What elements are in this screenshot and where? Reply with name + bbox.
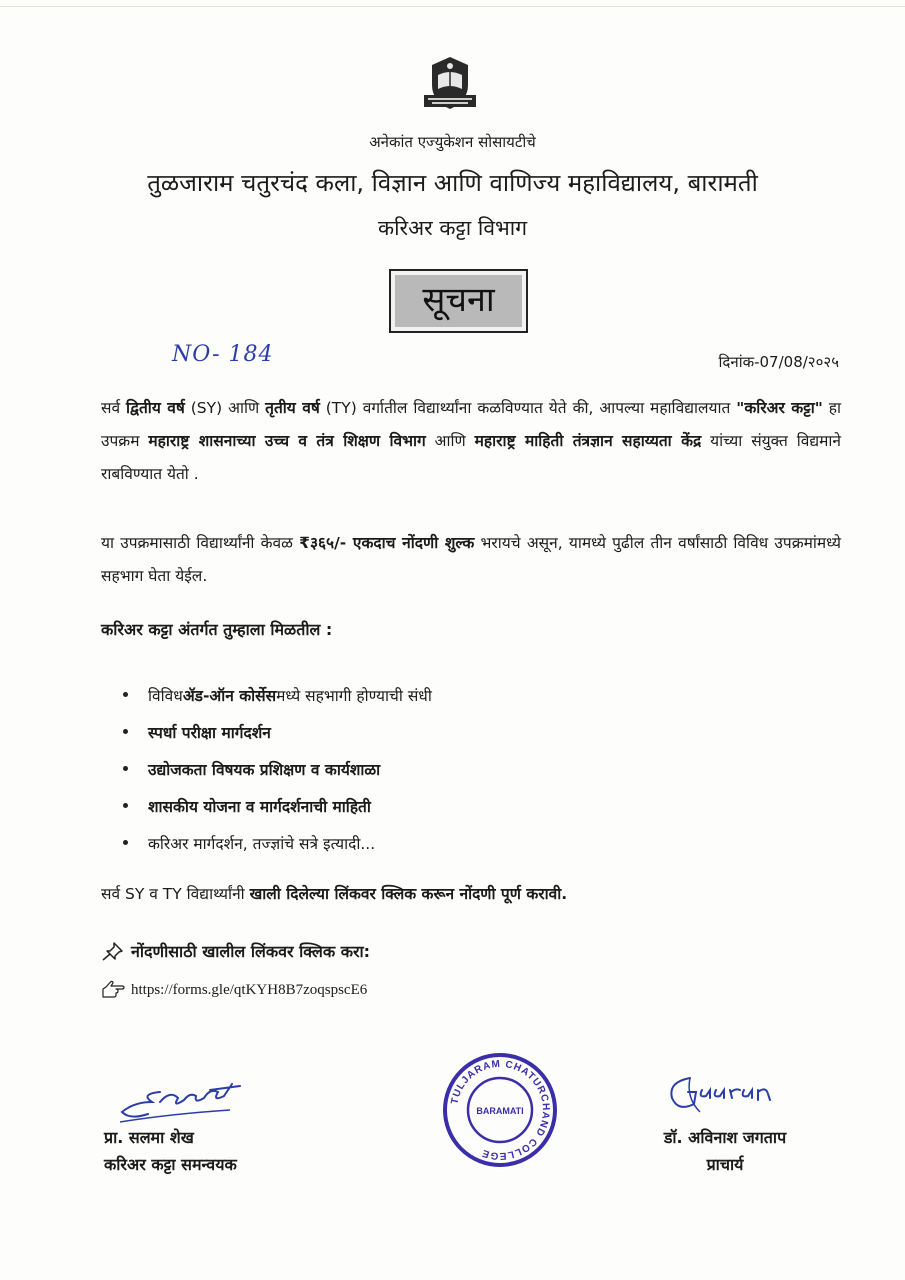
- text-span: हा उपक्रम: [101, 399, 841, 450]
- bold-span: शासकीय योजना व मार्गदर्शनाची माहिती: [148, 797, 371, 816]
- bold-span: महाराष्ट्र शासनाच्या उच्च व तंत्र शिक्षण विभाग: [148, 432, 426, 450]
- bullet-icon: [123, 729, 128, 734]
- registration-label: [101, 940, 370, 962]
- bullet-icon: [123, 766, 128, 771]
- coordinator-title: करिअर कट्टा समन्वयक: [104, 1155, 237, 1174]
- paragraph-fee: [101, 527, 841, 593]
- text-span: मध्ये सहभागी होण्याची संधी: [276, 686, 432, 705]
- list-item: [123, 713, 432, 750]
- text-span: भरायचे असून, यामध्ये पुढील तीन वर्षांसाठी विविध उपक्रमांमध्ये सहभाग घेता येईल.: [101, 534, 841, 585]
- list-item: [123, 787, 432, 824]
- bold-span: तृतीय वर्ष: [265, 399, 320, 417]
- coordinator-signature: [100, 1062, 300, 1132]
- stamp-ring-text: TULJARAM CHATURCHAND COLLEGE: [449, 1058, 552, 1162]
- paragraph-intro: [101, 392, 841, 491]
- department-name: करिअर कट्टा विभाग: [377, 216, 528, 240]
- paragraph-instruction: [101, 878, 841, 911]
- notice-date: दिनांक-07/08/२०२५: [718, 353, 839, 371]
- benefits-heading: करिअर कट्टा अंतर्गत तुम्हाला मिळतील :: [101, 620, 333, 639]
- college-stamp-icon: [440, 1050, 560, 1170]
- society-name: अनेकांत एज्युकेशन सोसायटीचे: [369, 133, 536, 151]
- coordinator-block: [104, 1124, 237, 1178]
- text-span: आणि: [425, 432, 475, 450]
- registration-url[interactable]: https://forms.gle/qtKYH8B7zoqspscE6: [131, 981, 368, 998]
- bold-span: महाराष्ट्र माहिती तंत्रज्ञान सहाय्यता केंद्र: [474, 432, 702, 450]
- principal-name: डॉ. अविनाश जगताप: [663, 1128, 787, 1147]
- pointing-hand-icon: [101, 980, 125, 1000]
- text-span: सर्व SY व TY विद्यार्थ्यांनी: [101, 885, 250, 903]
- bullet-icon: [123, 803, 128, 808]
- principal-block: [640, 1124, 810, 1178]
- registration-link[interactable]: [101, 980, 367, 1000]
- notice-number: NO- 184: [172, 342, 274, 367]
- list-item: [123, 750, 432, 787]
- pushpin-icon: [101, 941, 125, 961]
- bold-span: ॲड-ऑन कोर्सेस: [182, 686, 277, 705]
- list-item: [123, 676, 432, 713]
- text-span: यांच्या संयुक्त विद्यमाने राबविण्यात येतो .: [101, 432, 842, 483]
- bold-span: खाली दिलेल्या लिंकवर क्लिक करून नोंदणी पूर्ण करावी.: [249, 885, 568, 903]
- registration-label-text: नोंदणीसाठी खालील लिंकवर क्लिक करा:: [131, 942, 371, 961]
- bold-span: स्पर्धा परीक्षा मार्गदर्शन: [148, 723, 271, 742]
- notice-title: सूचना: [389, 269, 528, 333]
- scan-edge: [0, 6, 905, 7]
- bold-span: उद्योजकता विषयक प्रशिक्षण व कार्यशाळा: [148, 760, 381, 779]
- text-span: (TY) वर्गातील विद्यार्थ्यांना कळविण्यात येते की, आपल्या महाविद्यालयात: [319, 399, 737, 417]
- stamp-center-text: BARAMATI: [476, 1106, 524, 1116]
- bold-span: "करिअर कट्टा": [736, 399, 823, 417]
- principal-signature: [660, 1068, 790, 1118]
- list-item: [123, 824, 432, 861]
- principal-title: प्राचार्य: [706, 1155, 744, 1174]
- benefits-list: [123, 676, 432, 861]
- coordinator-name: प्रा. सलमा शेख: [104, 1128, 194, 1147]
- bullet-icon: [123, 840, 128, 845]
- text-span: विविध: [148, 686, 183, 705]
- college-name: तुळजाराम चतुरचंद कला, विज्ञान आणि वाणिज्य महाविद्यालय, बारामती: [147, 169, 758, 197]
- text-span: करिअर मार्गदर्शन, तज्ज्ञांचे सत्रे इत्यादी...: [148, 834, 376, 853]
- text-span: (SY) आणि: [184, 399, 266, 417]
- bold-span: ₹३६५/- एकदाच नोंदणी शुल्क: [299, 534, 475, 552]
- text-span: सर्व: [101, 399, 127, 417]
- bullet-icon: [123, 692, 128, 697]
- text-span: या उपक्रमासाठी विद्यार्थ्यांनी केवळ: [101, 534, 300, 552]
- institution-logo-icon: [418, 55, 482, 113]
- bold-span: द्वितीय वर्ष: [126, 399, 185, 417]
